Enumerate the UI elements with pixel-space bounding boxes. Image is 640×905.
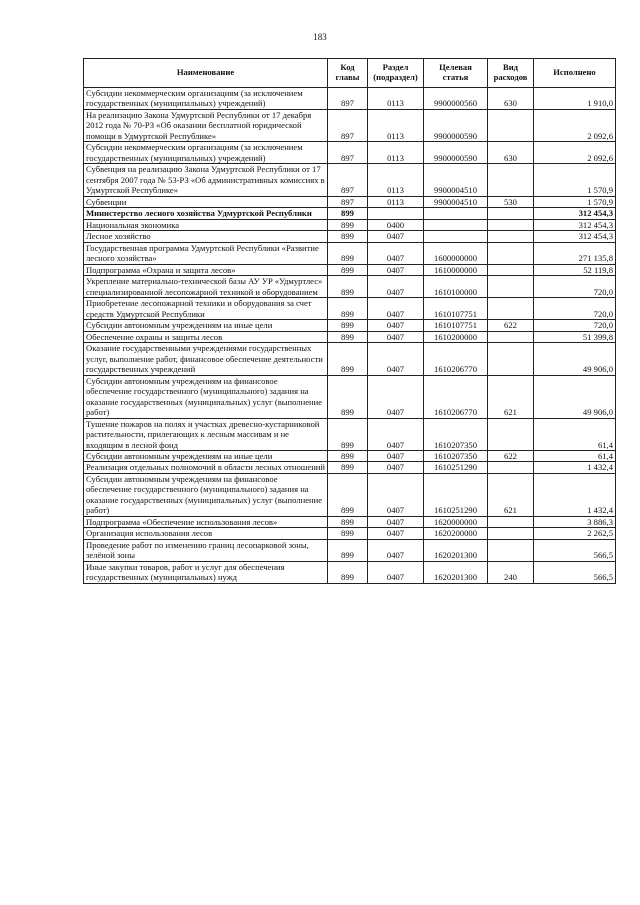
cell-section: 0407 xyxy=(368,276,424,298)
cell-code: 897 xyxy=(328,142,368,164)
cell-amount: 312 454,3 xyxy=(534,219,616,230)
cell-section: 0407 xyxy=(368,343,424,375)
cell-name: Субсидии некоммерческим организациям (за исключением государственных (муниципальных) учреждений) xyxy=(84,88,328,110)
table-row xyxy=(84,196,616,207)
cell-section: 0407 xyxy=(368,231,424,242)
cell-target: 1610200000 xyxy=(424,331,488,342)
table-row xyxy=(84,208,616,219)
cell-kind xyxy=(488,539,534,561)
cell-target: 1610207350 xyxy=(424,418,488,450)
cell-amount: 720,0 xyxy=(534,276,616,298)
cell-name: Тушение пожаров на полях и участках древесно-кустарниковой растительности, прилегающих к лесным массивам и не входящим в лесной фонд xyxy=(84,418,328,450)
cell-kind xyxy=(488,343,534,375)
cell-target: 1610107751 xyxy=(424,320,488,331)
cell-section: 0407 xyxy=(368,528,424,539)
table-row xyxy=(84,343,616,375)
cell-code: 899 xyxy=(328,264,368,275)
cell-amount: 1 910,0 xyxy=(534,88,616,110)
cell-section xyxy=(368,208,424,219)
table-header-row xyxy=(84,59,616,88)
cell-target xyxy=(424,208,488,219)
cell-amount: 2 092,6 xyxy=(534,142,616,164)
cell-amount: 49 906,0 xyxy=(534,375,616,418)
cell-kind xyxy=(488,264,534,275)
cell-section: 0407 xyxy=(368,516,424,527)
cell-amount: 61,4 xyxy=(534,418,616,450)
cell-amount: 720,0 xyxy=(534,320,616,331)
cell-section: 0113 xyxy=(368,196,424,207)
table-row xyxy=(84,142,616,164)
cell-amount: 49 906,0 xyxy=(534,343,616,375)
cell-target: 1620201300 xyxy=(424,539,488,561)
cell-section: 0400 xyxy=(368,219,424,230)
cell-kind xyxy=(488,219,534,230)
cell-target: 9900000590 xyxy=(424,109,488,141)
cell-target: 1610251290 xyxy=(424,462,488,473)
cell-section: 0407 xyxy=(368,242,424,264)
cell-section: 0407 xyxy=(368,298,424,320)
column-header-amount: Исполнено xyxy=(534,59,616,88)
cell-kind xyxy=(488,276,534,298)
cell-amount: 1 432,4 xyxy=(534,473,616,516)
cell-name: Подпрограмма «Охрана и защита лесов» xyxy=(84,264,328,275)
table-row xyxy=(84,450,616,461)
cell-kind: 621 xyxy=(488,473,534,516)
cell-section: 0113 xyxy=(368,109,424,141)
cell-section: 0407 xyxy=(368,264,424,275)
cell-code: 899 xyxy=(328,298,368,320)
cell-kind xyxy=(488,164,534,196)
cell-section: 0407 xyxy=(368,539,424,561)
cell-name: Субвенции xyxy=(84,196,328,207)
cell-amount: 51 399,8 xyxy=(534,331,616,342)
cell-target: 1610107751 xyxy=(424,298,488,320)
cell-target: 1610206770 xyxy=(424,343,488,375)
table-row xyxy=(84,375,616,418)
cell-amount: 52 119,8 xyxy=(534,264,616,275)
column-header-kind: Вид расходов xyxy=(488,59,534,88)
cell-target xyxy=(424,219,488,230)
cell-kind xyxy=(488,231,534,242)
cell-amount: 566,5 xyxy=(534,539,616,561)
cell-name: Иные закупки товаров, работ и услуг для обеспечения государственных (муниципальных) нужд xyxy=(84,561,328,583)
cell-name: Подпрограмма «Обеспечение использования лесов» xyxy=(84,516,328,527)
cell-name: Министерство лесного хозяйства Удмуртской Республики xyxy=(84,208,328,219)
cell-name: Оказание государственными учреждениями государственных услуг, выполнение работ, финансовое обеспечение деятельности государственных учреждений xyxy=(84,343,328,375)
cell-code: 897 xyxy=(328,88,368,110)
table-row xyxy=(84,516,616,527)
cell-name: На реализацию Закона Удмуртской Республики от 17 декабря 2012 года № 70-РЗ «Об оказании бесплатной юридической помощи в Удмуртской Республике» xyxy=(84,109,328,141)
cell-kind xyxy=(488,462,534,473)
cell-amount: 2 092,6 xyxy=(534,109,616,141)
cell-name: Проведение работ по изменению границ лесопарковой зоны, зелёной зоны xyxy=(84,539,328,561)
cell-code: 899 xyxy=(328,231,368,242)
budget-table xyxy=(83,58,616,584)
cell-name: Организация использования лесов xyxy=(84,528,328,539)
cell-section: 0113 xyxy=(368,142,424,164)
cell-name: Реализация отдельных полномочий в области лесных отношений xyxy=(84,462,328,473)
cell-kind xyxy=(488,208,534,219)
cell-target: 1620201300 xyxy=(424,561,488,583)
table-row xyxy=(84,231,616,242)
cell-name: Укрепление материально-технической базы АУ УР «Удмуртлес» специализированной лесопожарной техникой и оборудованием xyxy=(84,276,328,298)
cell-name: Приобретение лесопожарной техники и оборудования за счет средств Удмуртской Республики xyxy=(84,298,328,320)
page-number: 183 xyxy=(313,32,327,42)
cell-kind xyxy=(488,516,534,527)
cell-code: 897 xyxy=(328,196,368,207)
cell-section: 0407 xyxy=(368,473,424,516)
cell-target: 9900000560 xyxy=(424,88,488,110)
cell-kind: 630 xyxy=(488,88,534,110)
cell-target: 1610251290 xyxy=(424,473,488,516)
table-row xyxy=(84,298,616,320)
cell-target xyxy=(424,231,488,242)
cell-code: 899 xyxy=(328,516,368,527)
cell-target: 1610206770 xyxy=(424,375,488,418)
cell-name: Субсидии некоммерческим организациям (за исключением государственных (муниципальных) учреждений) xyxy=(84,142,328,164)
cell-target: 1620200000 xyxy=(424,528,488,539)
cell-name: Государственная программа Удмуртской Республики «Развитие лесного хозяйства» xyxy=(84,242,328,264)
cell-code: 899 xyxy=(328,450,368,461)
cell-kind: 530 xyxy=(488,196,534,207)
cell-code: 899 xyxy=(328,418,368,450)
table-row xyxy=(84,320,616,331)
cell-target: 1620000000 xyxy=(424,516,488,527)
table-row xyxy=(84,88,616,110)
cell-section: 0407 xyxy=(368,375,424,418)
cell-target: 9900004510 xyxy=(424,196,488,207)
table-row xyxy=(84,164,616,196)
cell-amount: 1 570,9 xyxy=(534,164,616,196)
cell-kind: 240 xyxy=(488,561,534,583)
table-row xyxy=(84,264,616,275)
table-row xyxy=(84,331,616,342)
cell-code: 899 xyxy=(328,375,368,418)
cell-target: 9900000590 xyxy=(424,142,488,164)
table-row xyxy=(84,539,616,561)
table-body xyxy=(84,88,616,584)
column-header-code: Код главы xyxy=(328,59,368,88)
cell-code: 899 xyxy=(328,561,368,583)
cell-name: Субсидии автономным учреждениям на иные цели xyxy=(84,450,328,461)
cell-code: 899 xyxy=(328,320,368,331)
cell-name: Национальная экономика xyxy=(84,219,328,230)
cell-kind: 630 xyxy=(488,142,534,164)
cell-code: 899 xyxy=(328,242,368,264)
cell-name: Обеспечение охраны и защиты лесов xyxy=(84,331,328,342)
cell-amount: 271 135,8 xyxy=(534,242,616,264)
cell-kind xyxy=(488,298,534,320)
cell-section: 0407 xyxy=(368,418,424,450)
cell-kind: 622 xyxy=(488,320,534,331)
cell-target: 1610207350 xyxy=(424,450,488,461)
column-header-name: Наименование xyxy=(84,59,328,88)
cell-code: 899 xyxy=(328,208,368,219)
cell-kind xyxy=(488,109,534,141)
cell-section: 0407 xyxy=(368,331,424,342)
column-header-section: Раздел (подраздел) xyxy=(368,59,424,88)
cell-amount: 312 454,3 xyxy=(534,231,616,242)
table-row xyxy=(84,528,616,539)
column-header-target: Целевая статья xyxy=(424,59,488,88)
cell-name: Субсидии автономным учреждениям на иные цели xyxy=(84,320,328,331)
cell-section: 0407 xyxy=(368,320,424,331)
cell-section: 0407 xyxy=(368,450,424,461)
cell-name: Субсидии автономным учреждениям на финансовое обеспечение государственного (муниципального) задания на оказание государственных (муниципальных) услуг (выполнение работ) xyxy=(84,473,328,516)
table-row xyxy=(84,561,616,583)
cell-code: 899 xyxy=(328,219,368,230)
cell-code: 899 xyxy=(328,462,368,473)
cell-amount: 61,4 xyxy=(534,450,616,461)
cell-target: 9900004510 xyxy=(424,164,488,196)
cell-kind xyxy=(488,418,534,450)
cell-section: 0407 xyxy=(368,462,424,473)
cell-amount: 312 454,3 xyxy=(534,208,616,219)
table-row xyxy=(84,462,616,473)
cell-name: Субвенция на реализацию Закона Удмуртской Республики от 17 сентября 2007 года № 53-РЗ «Об административных комиссиях в Удмуртской Республике» xyxy=(84,164,328,196)
cell-section: 0407 xyxy=(368,561,424,583)
cell-name: Субсидии автономным учреждениям на финансовое обеспечение государственного (муниципального) задания на оказание государственных (муниципальных) услуг (выполнение работ) xyxy=(84,375,328,418)
cell-code: 899 xyxy=(328,539,368,561)
cell-amount: 3 886,3 xyxy=(534,516,616,527)
table-row xyxy=(84,109,616,141)
cell-code: 899 xyxy=(328,331,368,342)
cell-code: 897 xyxy=(328,109,368,141)
table-row xyxy=(84,276,616,298)
cell-kind xyxy=(488,528,534,539)
cell-section: 0113 xyxy=(368,164,424,196)
cell-kind xyxy=(488,331,534,342)
cell-target: 1610000000 xyxy=(424,264,488,275)
table-row xyxy=(84,219,616,230)
cell-amount: 1 570,9 xyxy=(534,196,616,207)
cell-amount: 720,0 xyxy=(534,298,616,320)
cell-code: 899 xyxy=(328,343,368,375)
cell-code: 899 xyxy=(328,528,368,539)
cell-amount: 2 262,5 xyxy=(534,528,616,539)
cell-amount: 566,5 xyxy=(534,561,616,583)
cell-target: 1610100000 xyxy=(424,276,488,298)
cell-name: Лесное хозяйство xyxy=(84,231,328,242)
cell-code: 897 xyxy=(328,164,368,196)
cell-code: 899 xyxy=(328,276,368,298)
cell-amount: 1 432,4 xyxy=(534,462,616,473)
table-row xyxy=(84,242,616,264)
cell-kind xyxy=(488,242,534,264)
cell-kind: 622 xyxy=(488,450,534,461)
table-row xyxy=(84,418,616,450)
cell-section: 0113 xyxy=(368,88,424,110)
cell-kind: 621 xyxy=(488,375,534,418)
cell-code: 899 xyxy=(328,473,368,516)
cell-target: 1600000000 xyxy=(424,242,488,264)
table-row xyxy=(84,473,616,516)
